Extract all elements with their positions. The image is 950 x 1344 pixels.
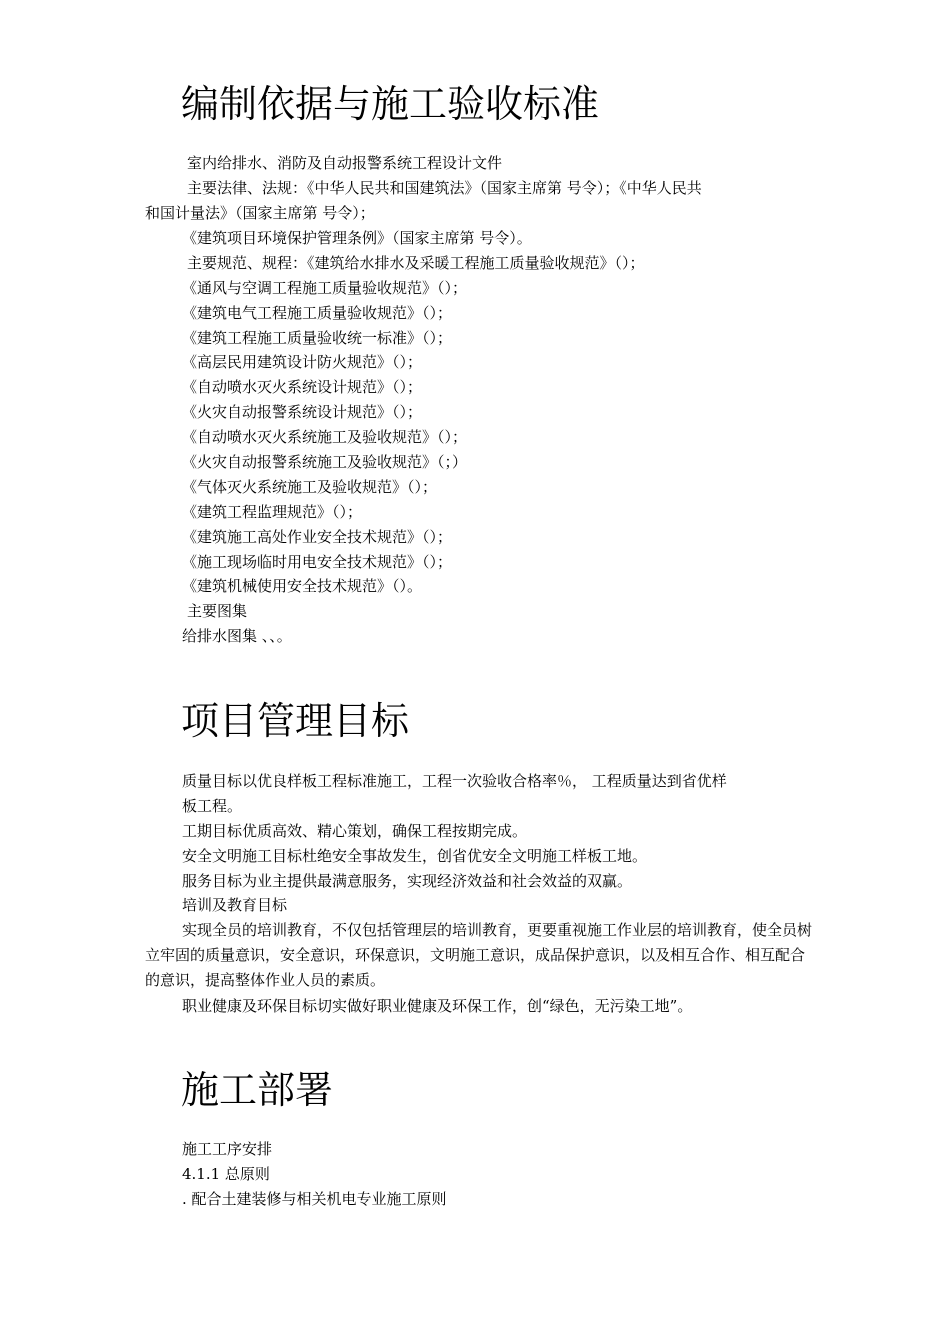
basis-line: 《高层民用建筑设计防火规范》（）； <box>182 353 423 371</box>
basis-line: 《建筑机械使用安全技术规范》（）。 <box>182 577 423 595</box>
safety-goal: 安全文明施工目标杜绝安全事故发生，创省优安全文明施工样板工地。 <box>182 847 648 865</box>
training-goal-title: 培训及教育目标 <box>182 896 288 914</box>
service-goal: 服务目标为业主提供最满意服务，实现经济效益和社会效益的双赢。 <box>182 872 633 890</box>
basis-line: 主要规范、规程：《建筑给水排水及采暖工程施工质量验收规范》（）； <box>187 254 645 272</box>
deployment-line: . 配合土建装修与相关机电专业施工原则 <box>182 1190 447 1208</box>
basis-line: 室内给排水、消防及自动报警系统工程设计文件 <box>187 154 503 172</box>
basis-line: 《气体灭火系统施工及验收规范》（）； <box>182 478 438 496</box>
quality-goal-line: 板工程。 <box>182 797 243 815</box>
basis-line: 给排水图集 、、。 <box>182 627 292 645</box>
basis-line: 《建筑电气工程施工质量验收规范》（）； <box>182 304 453 322</box>
deployment-line: 4.1.1 总原则 <box>182 1165 270 1183</box>
quality-goal-line: 质量目标以优良样板工程标准施工，工程一次验收合格率％， 工程质量达到省优样 <box>182 772 727 790</box>
basis-line: 主要法律、法规：《中华人民共和国建筑法》（国家主席第 号令）；《中华人民共 <box>187 179 702 197</box>
basis-line: 《自动喷水灭火系统施工及验收规范》（）； <box>182 428 468 446</box>
basis-line: 《通风与空调工程施工质量验收规范》（）； <box>182 279 468 297</box>
basis-line: 《建筑施工高处作业安全技术规范》（）； <box>182 528 453 546</box>
section-title-goals: 项目管理目标 <box>181 699 410 743</box>
schedule-goal: 工期目标优质高效、精心策划，确保工程按期完成。 <box>182 822 528 840</box>
basis-line: 《自动喷水灭火系统设计规范》（）； <box>182 378 423 396</box>
training-goal-body: 实现全员的培训教育，不仅包括管理层的培训教育，更要重视施工作业层的培训教育，使全员树立牢固的质量意识，安全意识，环保意识，文明施工意识，成品保护意识，以及相互合作、相互配合的意识，提高整体作业人员的素质。 <box>145 921 813 989</box>
section-title-basis: 编制依据与施工验收标准 <box>181 82 600 126</box>
deployment-line: 施工工序安排 <box>182 1140 273 1158</box>
basis-line: 和国计量法》（国家主席第 号令）； <box>145 204 375 222</box>
training-goal-body-wrap <box>145 918 815 993</box>
basis-line: 主要图集 <box>187 602 248 620</box>
basis-line: 《火灾自动报警系统设计规范》（）； <box>182 403 423 421</box>
basis-line: 《建筑工程监理规范》（）； <box>182 503 363 521</box>
basis-line: 《施工现场临时用电安全技术规范》（）； <box>182 553 453 571</box>
basis-line: 《火灾自动报警系统施工及验收规范》（；） <box>182 453 468 471</box>
basis-line: 《建筑工程施工质量验收统一标准》（）； <box>182 329 453 347</box>
section-title-deployment: 施工部署 <box>181 1068 334 1112</box>
health-goal: 职业健康及环保目标切实做好职业健康及环保工作，创“绿色，无污染工地”。 <box>182 997 693 1015</box>
basis-line: 《建筑项目环境保护管理条例》（国家主席第 号令）。 <box>182 229 532 247</box>
